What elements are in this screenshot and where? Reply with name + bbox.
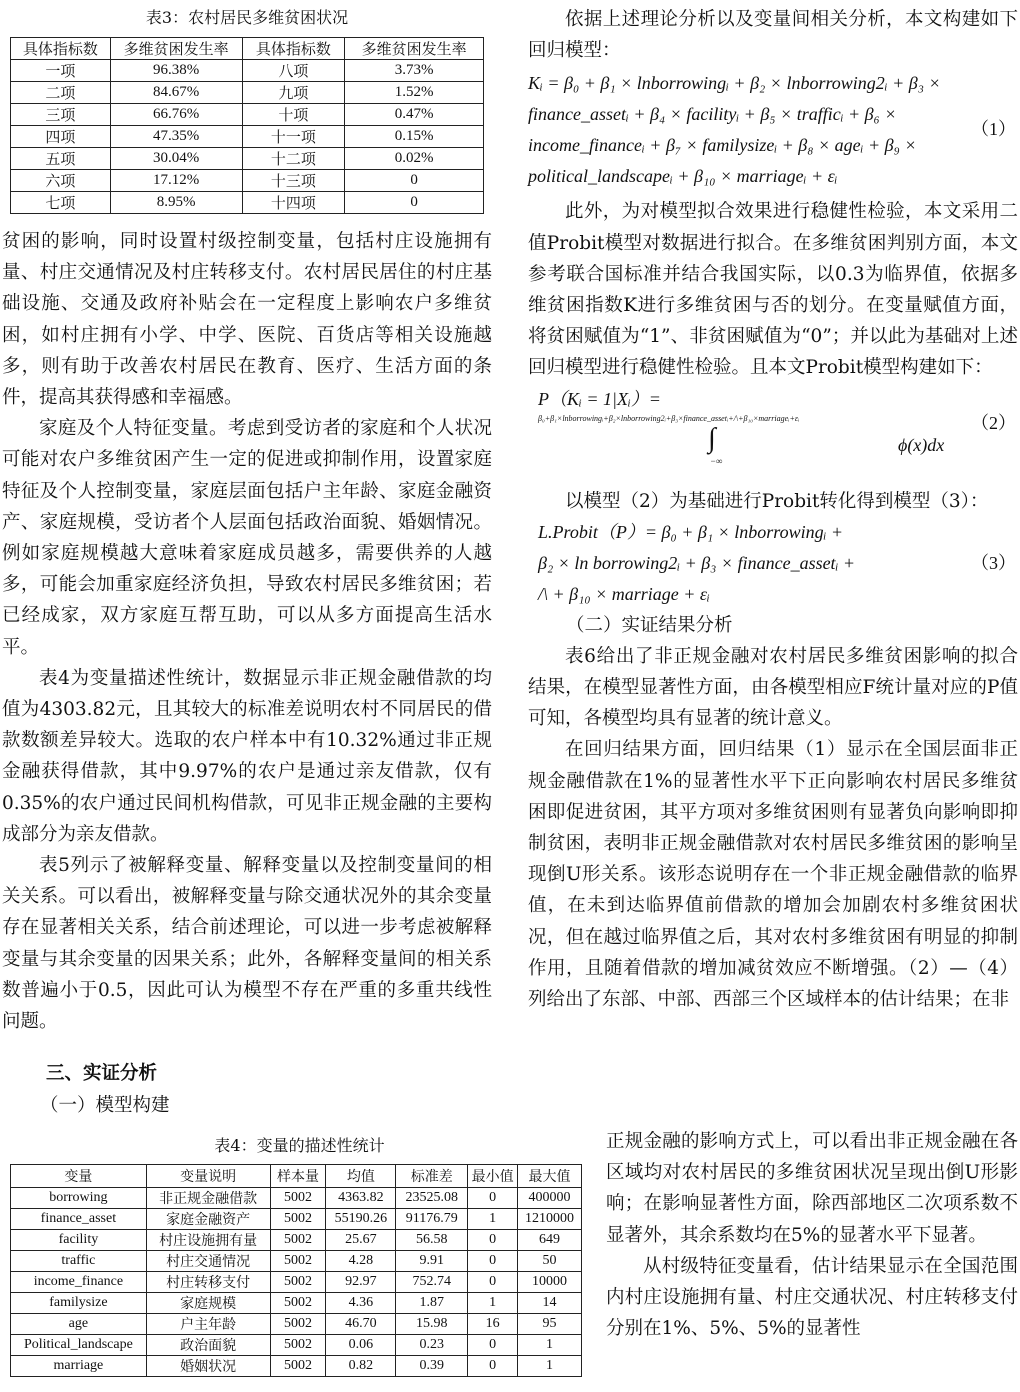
table3-cell: 五项 bbox=[11, 148, 111, 170]
equation-2-lower-limit: −∞ bbox=[710, 455, 723, 466]
table4-caption: 表4：变量的描述性统计 bbox=[214, 1136, 385, 1155]
table3-cell: 十一项 bbox=[242, 126, 345, 148]
table4-cell: borrowing bbox=[11, 1188, 147, 1209]
table4-header-cell: 最小值 bbox=[468, 1165, 518, 1188]
table3-header-cell: 具体指标数 bbox=[11, 38, 111, 60]
table3-cell: 六项 bbox=[11, 170, 111, 192]
paragraph-regional-effects: 正规金融的影响方式上，可以看出非正规金融在各区域均对农村居民的多维贫困状况呈现出倒U形影响；在影响显著性方面，除西部地区二次项系数不显著外，其余系数均在5%的显著水平下显著。 bbox=[606, 1131, 1018, 1246]
table4-cell: marriage bbox=[11, 1356, 147, 1377]
table4-cell: 0.39 bbox=[396, 1356, 468, 1377]
table3-cell: 四项 bbox=[11, 126, 111, 148]
table4-cell: 1 bbox=[518, 1356, 582, 1377]
table3-cell: 0 bbox=[345, 192, 484, 214]
table4-cell: 91176.79 bbox=[396, 1209, 468, 1230]
subsection-heading-results: （二）实证结果分析 bbox=[566, 614, 733, 636]
table3-cell: 七项 bbox=[11, 192, 111, 214]
table4-cell: 1 bbox=[468, 1293, 518, 1314]
table4-cell: 23525.08 bbox=[396, 1188, 468, 1209]
table3-row bbox=[11, 148, 484, 170]
table4-cell: 非正规金融借款 bbox=[146, 1188, 270, 1209]
table4-cell: 46.70 bbox=[326, 1314, 396, 1335]
table4-cell: 4363.82 bbox=[326, 1188, 396, 1209]
equation-1-line-4: political_landscapeᵢ + β₁₀ × marriageᵢ + εᵢ bbox=[528, 166, 838, 187]
equation-1-line-2: finance_assetᵢ + β₄ × facilityᵢ + β₅ × trafficᵢ + β₆ × bbox=[528, 104, 897, 125]
table4-cell: 1210000 bbox=[518, 1209, 582, 1230]
table4-row bbox=[11, 1188, 582, 1209]
table4-cell: 5002 bbox=[270, 1251, 326, 1272]
integral-sign: ∫ bbox=[708, 422, 716, 454]
table4-cell: 1 bbox=[468, 1209, 518, 1230]
table4-cell: 户主年龄 bbox=[146, 1314, 270, 1335]
table4 bbox=[10, 1164, 582, 1377]
equation-1-number: （1） bbox=[971, 119, 1016, 140]
equation-3-number: （3） bbox=[971, 552, 1016, 573]
table4-cell: 4.28 bbox=[326, 1251, 396, 1272]
table4-cell: 0.23 bbox=[396, 1335, 468, 1356]
table4-cell: age bbox=[11, 1314, 147, 1335]
table3-row bbox=[11, 126, 484, 148]
table3-cell: 96.38% bbox=[110, 60, 242, 82]
table4-cell: 16 bbox=[468, 1314, 518, 1335]
table4-cell: 婚姻状况 bbox=[146, 1356, 270, 1377]
table3-cell: 十四项 bbox=[242, 192, 345, 214]
table4-cell: 400000 bbox=[518, 1188, 582, 1209]
equation-1-line-1: Kᵢ = β₀ + β₁ × lnborrowingᵢ + β₂ × lnborrowing2ᵢ + β₃ × bbox=[528, 73, 941, 94]
paragraph-probit-intro: 此外，为对模型拟合效果进行稳健性检验，本文采用二值Probit模型对数据进行拟合。在多维贫困判别方面，本文参考联合国标准并结合我国实际，以0.3为临界值，依据多维贫困指数K进行多维贫困与否的划分。在变量赋值方面，将贫困赋值为“1”、非贫困赋值为“0”；并以此为基础对上述回归模型进行稳健性检验。且本文Probit模型构建如下： bbox=[528, 201, 1018, 379]
right-column-lower bbox=[606, 1126, 1018, 1344]
table3-cell: 0.47% bbox=[345, 104, 484, 126]
equation-2-upper-limit: β₀+β₁×lnborrowingᵢ+β₂×lnborrowing2ᵢ+β₃×finance_assetᵢ+/\+β₁₀×marriageᵢ+εᵢ bbox=[538, 413, 800, 423]
table3-cell: 三项 bbox=[11, 104, 111, 126]
table4-cell: 0 bbox=[468, 1272, 518, 1293]
table3-cell: 0.02% bbox=[345, 148, 484, 170]
table4-header-cell: 变量 bbox=[11, 1165, 147, 1188]
table4-header-cell: 标准差 bbox=[396, 1165, 468, 1188]
table4-header-cell: 最大值 bbox=[518, 1165, 582, 1188]
table4-row bbox=[11, 1335, 582, 1356]
table3-cell: 47.35% bbox=[110, 126, 242, 148]
table3-cell: 八项 bbox=[242, 60, 345, 82]
table3-cell: 1.52% bbox=[345, 82, 484, 104]
table4-cell: 0 bbox=[468, 1230, 518, 1251]
table4-cell: 家庭金融资产 bbox=[146, 1209, 270, 1230]
table4-cell: 25.67 bbox=[326, 1230, 396, 1251]
table4-header-row bbox=[11, 1165, 582, 1188]
table3-cell: 17.12% bbox=[110, 170, 242, 192]
table3-cell: 一项 bbox=[11, 60, 111, 82]
table4-cell: 55190.26 bbox=[326, 1209, 396, 1230]
table3-cell: 3.73% bbox=[345, 60, 484, 82]
table3-cell: 十项 bbox=[242, 104, 345, 126]
table4-cell: 9.91 bbox=[396, 1251, 468, 1272]
table4-cell: facility bbox=[11, 1230, 147, 1251]
left-text-block bbox=[2, 226, 492, 1037]
paragraph-household-controls: 家庭及个人特征变量。考虑到受访者的家庭和个人状况可能对农户多维贫困产生一定的促进或抑制作用，设置家庭特征及个人控制变量，家庭层面包括户主年龄、家庭金融资产、家庭规模，受访者个人层面包括政治面貌、婚姻情况。例如家庭规模越大意味着家庭成员越多，需要供养的人越多，可能会加重家庭经济负担，导致农村居民多维贫困；若已经成家，双方家庭互帮互助，可以从多方面提高生活水平。 bbox=[2, 418, 492, 658]
paragraph-table5-summary: 表5列示了被解释变量、解释变量以及控制变量间的相关关系。可以看出，被解释变量与除交通状况外的其余变量存在显著相关关系，结合前述理论，可以进一步考虑被解释变量与其余变量的因果关系；此外，各解释变量间的相关系数普遍小于0.5，因此可认为模型不存在严重的多重共线性问题。 bbox=[2, 855, 492, 1033]
table4-cell: 5002 bbox=[270, 1356, 326, 1377]
table3-cell: 二项 bbox=[11, 82, 111, 104]
table4-cell: familysize bbox=[11, 1293, 147, 1314]
table3-header-cell: 多维贫困发生率 bbox=[345, 38, 484, 60]
table4-cell: 14 bbox=[518, 1293, 582, 1314]
table4-cell: 95 bbox=[518, 1314, 582, 1335]
table4-cell: 56.58 bbox=[396, 1230, 468, 1251]
table4-cell: 村庄转移支付 bbox=[146, 1272, 270, 1293]
table3-cell: 0.15% bbox=[345, 126, 484, 148]
table4-cell: 5002 bbox=[270, 1272, 326, 1293]
table3-row bbox=[11, 170, 484, 192]
paragraph-table4-summary: 表4为变量描述性统计，数据显示非正规金融借款的均值为4303.82元，且其较大的标准差说明农村不同居民的借款数额差异较大。选取的农户样本中有10.32%通过非正规金融获得借款，其中9.97%的农户是通过亲友借款，仅有0.35%的农户通过民间机构借款，可见非正规金融的主要构成部分为亲友借款。 bbox=[2, 667, 492, 845]
table3-cell: 十二项 bbox=[242, 148, 345, 170]
table4-row bbox=[11, 1293, 582, 1314]
table3-header-cell: 多维贫困发生率 bbox=[110, 38, 242, 60]
equation-3 bbox=[528, 517, 1018, 610]
table4-cell: 5002 bbox=[270, 1335, 326, 1356]
equation-3-line-1: L.Probit（P）= β₀ + β₁ × lnborrowingᵢ + bbox=[538, 521, 844, 542]
table4-cell: 政治面貌 bbox=[146, 1335, 270, 1356]
table3-cell: 66.76% bbox=[110, 104, 242, 126]
subsection-heading-model: （一）模型构建 bbox=[40, 1095, 170, 1116]
right-column bbox=[528, 0, 1018, 1015]
table3 bbox=[10, 37, 484, 214]
table4-cell: 1 bbox=[518, 1335, 582, 1356]
table4-cell: traffic bbox=[11, 1251, 147, 1272]
table3-row bbox=[11, 104, 484, 126]
table4-cell: 家庭规模 bbox=[146, 1293, 270, 1314]
table3-cell: 30.04% bbox=[110, 148, 242, 170]
table3-row bbox=[11, 192, 484, 214]
table4-cell: 村庄设施拥有量 bbox=[146, 1230, 270, 1251]
table4-cell: 0.82 bbox=[326, 1356, 396, 1377]
table4-cell: 15.98 bbox=[396, 1314, 468, 1335]
equation-3-line-2: β₂ × ln borrowing2ᵢ + β₃ × finance_assetᵢ + bbox=[538, 552, 856, 573]
equation-1 bbox=[528, 68, 1018, 192]
paragraph-village-level: 从村级特征变量看，估计结果显示在全国范围内村庄设施拥有量、村庄交通状况、村庄转移支付分别在1%、5%、5%的显著性 bbox=[606, 1255, 1018, 1340]
table4-cell: 0.06 bbox=[326, 1335, 396, 1356]
table3-cell: 84.67% bbox=[110, 82, 242, 104]
equation-2 bbox=[528, 384, 1018, 480]
table3-row bbox=[11, 60, 484, 82]
table4-header-cell: 样本量 bbox=[270, 1165, 326, 1188]
table4-cell: 0 bbox=[468, 1251, 518, 1272]
table4-cell: 50 bbox=[518, 1251, 582, 1272]
table3-header-row bbox=[11, 38, 484, 60]
table4-cell: 5002 bbox=[270, 1188, 326, 1209]
paragraph-regression-results: 在回归结果方面，回归结果（1）显示在全国层面非正规金融借款在1%的显著性水平下正向影响农村居民多维贫困即促进贫困，其平方项对多维贫困则有显著负向影响即抑制贫困，表明非正规金融借款对农村居民多维贫困的影响呈现倒U形关系。该形态说明存在一个非正规金融借款的临界值，在未到达临界值前借款的增加会加剧农村多维贫困状况，但在越过临界值之后，其对农村多维贫困有明显的抑制作用，且随着借款的增加减贫效应不断增强。（2）—（4）列给出了东部、中部、西部三个区域样本的估计结果；在非 bbox=[528, 739, 1018, 1011]
table4-row bbox=[11, 1314, 582, 1335]
table3-cell: 0 bbox=[345, 170, 484, 192]
table4-row bbox=[11, 1251, 582, 1272]
table4-cell: 752.74 bbox=[396, 1272, 468, 1293]
table4-cell: 92.97 bbox=[326, 1272, 396, 1293]
table4-header-cell: 均值 bbox=[326, 1165, 396, 1188]
table4-cell: 5002 bbox=[270, 1314, 326, 1335]
table4-cell: 0 bbox=[468, 1356, 518, 1377]
table3-cell: 九项 bbox=[242, 82, 345, 104]
equation-3-line-3: /\ + β₁₀ × marriage + εᵢ bbox=[538, 583, 710, 604]
equation-2-line-1: P（Kᵢ = 1|Xᵢ）= bbox=[538, 388, 661, 409]
table4-cell: 649 bbox=[518, 1230, 582, 1251]
table4-cell: finance_asset bbox=[11, 1209, 147, 1230]
table4-cell: 5002 bbox=[270, 1230, 326, 1251]
paragraph-probit-transform: 以模型（2）为基础进行Probit转化得到模型（3）： bbox=[565, 490, 989, 512]
table4-cell: Political_landscape bbox=[11, 1335, 147, 1356]
table4-row bbox=[11, 1209, 582, 1230]
table4-cell: 5002 bbox=[270, 1293, 326, 1314]
table4-cell: 5002 bbox=[270, 1209, 326, 1230]
table4-row bbox=[11, 1272, 582, 1293]
table4-cell: 0 bbox=[468, 1335, 518, 1356]
section-heading-empirical: 三、实证分析 bbox=[46, 1063, 158, 1084]
paragraph-village-controls: 贫困的影响，同时设置村级控制变量，包括村庄设施拥有量、村庄交通情况及村庄转移支付。农村居民居住的村庄基础设施、交通及政府补贴会在一定程度上影响农户多维贫困，如村庄拥有小学、中学、医院、百货店等相关设施越多，则有助于改善农村居民在教育、医疗、生活方面的条件，提高其获得感和幸福感。 bbox=[2, 231, 492, 409]
table4-cell: 村庄交通情况 bbox=[146, 1251, 270, 1272]
table4-row bbox=[11, 1230, 582, 1251]
table4-cell: 0 bbox=[468, 1188, 518, 1209]
table4-cell: 4.36 bbox=[326, 1293, 396, 1314]
paragraph-model-intro: 依据上述理论分析以及变量间相关分析，本文构建如下回归模型： bbox=[528, 9, 1018, 62]
paragraph-table6-fit: 表6给出了非正规金融对农村居民多维贫困影响的拟合结果，在模型显著性方面，由各模型相应F统计量对应的P值可知，各模型均具有显著的统计意义。 bbox=[528, 645, 1018, 730]
table3-row bbox=[11, 82, 484, 104]
table3-caption: 表3：农村居民多维贫困状况 bbox=[145, 8, 349, 27]
table4-row bbox=[11, 1356, 582, 1377]
equation-1-line-3: income_financeᵢ + β₇ × familysizeᵢ + β₈ × ageᵢ + β₉ × bbox=[528, 135, 917, 156]
table3-cell: 8.95% bbox=[110, 192, 242, 214]
table4-cell: 1.87 bbox=[396, 1293, 468, 1314]
table4-cell: income_finance bbox=[11, 1272, 147, 1293]
table4-cell: 10000 bbox=[518, 1272, 582, 1293]
equation-2-number: （2） bbox=[971, 412, 1016, 433]
table4-header-cell: 变量说明 bbox=[146, 1165, 270, 1188]
table3-header-cell: 具体指标数 bbox=[242, 38, 345, 60]
equation-2-integrand: ϕ(x)dx bbox=[898, 434, 945, 455]
table3-cell: 十三项 bbox=[242, 170, 345, 192]
